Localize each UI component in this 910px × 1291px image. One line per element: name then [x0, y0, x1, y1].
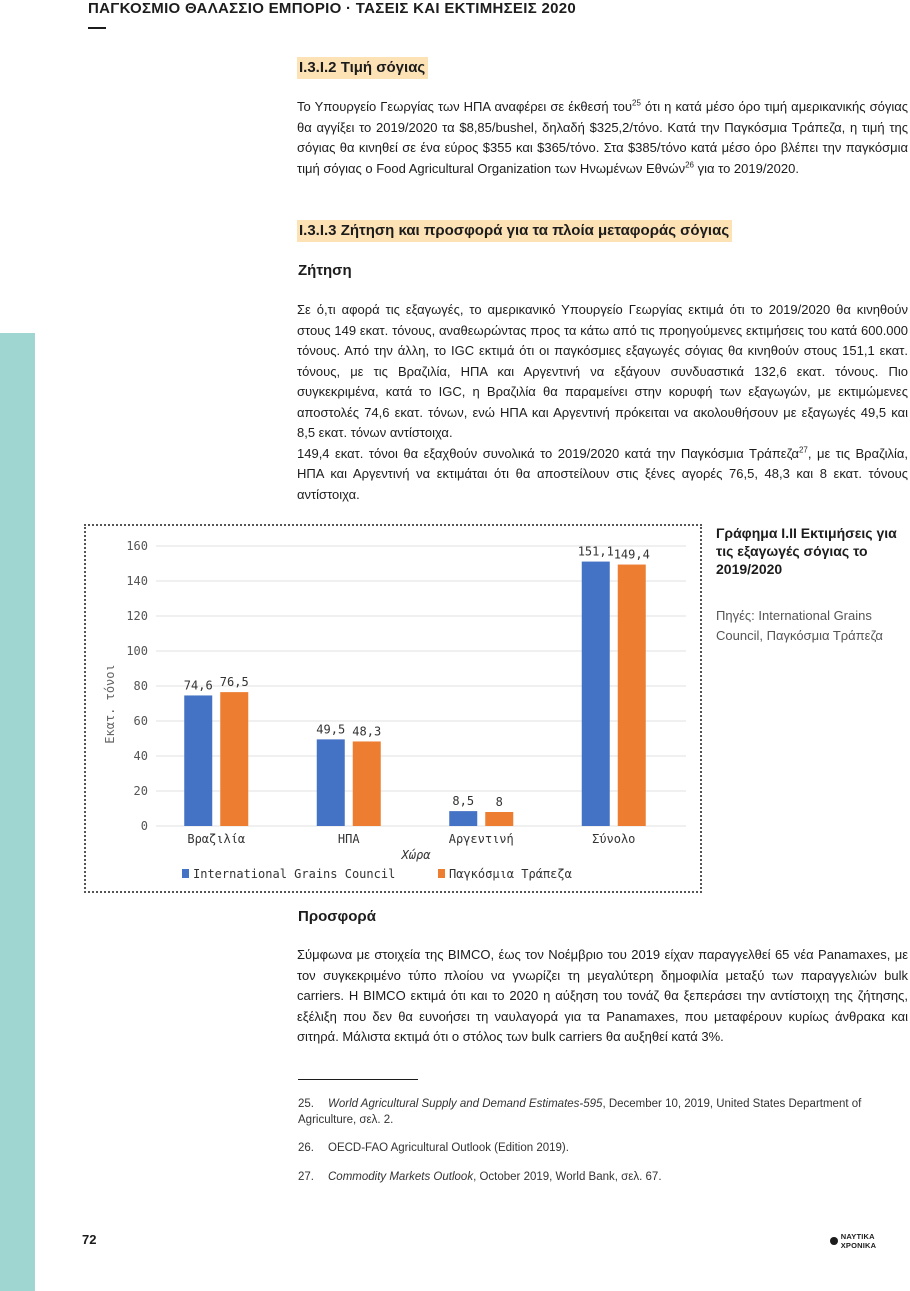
- price-text-c: για το 2019/2020.: [693, 160, 799, 176]
- footnote-title: World Agricultural Supply and Demand Estimates-595: [328, 1098, 603, 1110]
- supply-paragraph: [297, 945, 908, 1048]
- brand-name: ΝΑΥΤΙΚΑ ΧΡΟΝΙΚΑ: [840, 1232, 877, 1250]
- footnote-ref-27[interactable]: 27: [798, 445, 808, 455]
- bar-igc: [184, 695, 212, 826]
- demand-paragraph: [297, 300, 908, 505]
- footnote-text: , December 10, 2019, United States Department of Agriculture, σελ. 2.: [298, 1098, 862, 1126]
- bar-world-bank: [353, 741, 381, 826]
- legend-swatch: [438, 869, 445, 878]
- supply-text: Σύμφωνα με στοιχεία της BIMCO, έως τον Νοέμβριο του 2019 είχαν παραγγελθεί 65 νέα Panamaxes, με τον συγκεκριμένο τύπο πλοίου να γνωρίζει τη μεγαλύτερη δημοφιλία μεταξύ των παραγγελιών bulk carriers. Η BIMCO εκτιμά ότι και το 2020 η αύξηση του τονάζ θα ξεπεράσει την αντίστοιχη της ζήτησης, εξέλιξη που δεν θα ευνοήσει τη ναυλαγορά για τα Panamaxes, που μεταφέρουν κυρίως άνθρακα και σιτηρά. Μάλιστα εκτιμά ότι ο στόλος των bulk carriers θα αυξηθεί κατά 3%.: [297, 947, 908, 1044]
- x-tick-label: Αργεντινή: [448, 832, 514, 846]
- exports-bar-chart: [86, 526, 700, 891]
- bar-value-label: 49,5: [316, 722, 346, 737]
- footnote-ref-26[interactable]: 26: [685, 160, 694, 170]
- header-dash: [88, 27, 106, 29]
- demand-text-1: Σε ό,τι αφορά τις εξαγωγές, το αμερικανικό Υπουργείο Γεωργίας εκτιμά ότι το 2019/2020 θα κινηθούν στους 149 εκατ. τόνους, αναθεωρώντας προς τα κάτω από τις προηγούμενες εκτιμήσεις του κατά 600.000 τόνους. Από την άλλη, το IGC εκτιμά ότι οι παγκόσμιες εξαγωγές σόγιας θα κινηθούν στους 151,1 εκατ. τόνους, με τις Βραζιλία, ΗΠΑ και Αργεντινή να εξάγουν συνδυαστικά 132,6 εκατ. τόνους. Πιο συγκεκριμένα, κατά το IGC, η Βραζιλία θα παραμείνει στην κορυφή των εξαγωγών, με εκτιμώμενες αποστολές 74,6 εκατ. τόνων, ενώ ΗΠΑ και Αργεντινή πρόκειται να ακολουθήσουν με εξαγωγές 49,5 και 8,5 εκατ. τόνων αντίστοιχα.: [297, 302, 908, 440]
- price-text-b: ότι η κατά μέσο όρο τιμή αμερικανικής σόγιας θα αγγίξει το 2019/2020 τα $8,85/bushel, δηλαδή $325,2/τόνο. Κατά την Παγκόσμια Τράπεζα, η τιμή της σόγιας θα κινηθεί σε ένα εύρος $355 και $365/τόνο. Στα $385/τόνο κατά μέσο όρο βλέπει την παγκόσμια τιμή σόγιας ο Food Agricultural Organization των Ηνωμένων Εθνών: [297, 99, 908, 176]
- y-axis-label: Εκατ. τόνοι: [103, 664, 117, 744]
- running-header: ΠΑΓΚΟΣΜΙΟ ΘΑΛΑΣΣΙΟ ΕΜΠΟΡΙΟ · ΤΑΣΕΙΣ ΚΑΙ ΕΚΤΙΜΗΣΕΙΣ 2020: [88, 0, 577, 17]
- footnote-26: [298, 1140, 888, 1156]
- bar-value-label: 149,4: [613, 547, 650, 562]
- section-heading-price: Ι.3.Ι.2 Τιμή σόγιας: [297, 57, 428, 79]
- bar-value-label: 76,5: [219, 675, 249, 690]
- footnote-25: [298, 1096, 888, 1128]
- legend-label: International Grains Council: [193, 867, 396, 881]
- figure-caption-source: Πηγές: International Grains Council, Παγκόσμια Τράπεζα: [716, 608, 883, 643]
- y-axis-ticks: [126, 539, 148, 833]
- chart-frame: [84, 524, 702, 893]
- chart-legend: [182, 867, 572, 881]
- bar-world-bank: [618, 565, 646, 826]
- subheading-demand: Ζήτηση: [298, 262, 352, 279]
- footnote-ref-25[interactable]: 25: [632, 98, 641, 108]
- figure-caption-title: Γράφημα Ι.ΙΙ Εκτιμήσεις για τις εξαγωγές σόγιας το 2019/2020: [716, 525, 897, 577]
- footnote-title: Commodity Markets Outlook: [328, 1171, 474, 1183]
- x-axis-label: Χώρα: [401, 848, 431, 862]
- x-axis-tick-labels: [187, 832, 635, 846]
- legend-swatch: [182, 869, 189, 878]
- bar-value-label: 74,6: [183, 678, 213, 693]
- y-tick-label: 60: [133, 714, 148, 728]
- y-tick-label: 160: [126, 539, 148, 553]
- bar-value-label: 48,3: [352, 724, 382, 739]
- demand-text-2a: 149,4 εκατ. τόνοι θα εξαχθούν συνολικά το 2019/2020 κατά την Παγκόσμια Τράπεζα: [297, 445, 799, 461]
- y-tick-label: 120: [126, 609, 148, 623]
- footnote-divider: [298, 1079, 418, 1080]
- y-tick-label: 80: [133, 679, 148, 693]
- y-tick-label: 20: [133, 784, 148, 798]
- x-tick-label: Σύνολο: [592, 832, 636, 846]
- side-color-bar: [0, 333, 35, 1291]
- x-tick-label: ΗΠΑ: [337, 832, 360, 846]
- footnote-number: 25.: [298, 1098, 314, 1110]
- y-tick-label: 0: [140, 819, 148, 833]
- publisher-brand: [830, 1232, 910, 1250]
- footnote-text: OECD-FAO Agricultural Outlook (Edition 2019).: [328, 1142, 569, 1154]
- y-tick-label: 140: [126, 574, 148, 588]
- price-paragraph: [297, 97, 908, 179]
- bar-value-label: 8: [495, 795, 503, 809]
- price-text-a: Το Υπουργείο Γεωργίας των ΗΠΑ αναφέρει σε έκθεσή του: [297, 99, 633, 114]
- page-number: 72: [82, 1232, 97, 1247]
- bar-world-bank: [220, 692, 248, 826]
- chart-bars: [184, 562, 646, 826]
- legend-label: Παγκόσμια Τράπεζα: [449, 867, 572, 881]
- footnote-text: , October 2019, World Bank, σελ. 67.: [473, 1171, 662, 1183]
- bar-igc: [317, 739, 345, 826]
- subheading-supply: Προσφορά: [298, 908, 376, 925]
- y-tick-label: 100: [126, 644, 148, 658]
- bar-value-label: 8,5: [452, 794, 475, 809]
- section-heading-demand-supply: Ι.3.Ι.3 Ζήτηση και προσφορά για τα πλοία μεταφοράς σόγιας: [297, 220, 732, 242]
- footnote-number: 26.: [298, 1142, 314, 1154]
- demand-text-2b: , με τις Βραζιλία, ΗΠΑ και Αργεντινή να εκτιμάται ότι θα αποστείλουν στις ξένες αγορές 76,5, 48,3 και 8 εκατ. τόνους αντίστοιχα.: [297, 445, 908, 502]
- x-tick-label: Βραζιλία: [187, 832, 246, 846]
- bar-igc: [449, 811, 477, 826]
- footnote-number: 27.: [298, 1171, 314, 1183]
- bar-igc: [582, 562, 610, 826]
- footnote-27: [298, 1169, 888, 1185]
- brand-logo-icon: [830, 1237, 838, 1245]
- bar-value-labels: [184, 545, 650, 809]
- bar-world-bank: [485, 812, 513, 826]
- y-tick-label: 40: [133, 749, 148, 763]
- bar-value-label: 151,1: [577, 544, 614, 559]
